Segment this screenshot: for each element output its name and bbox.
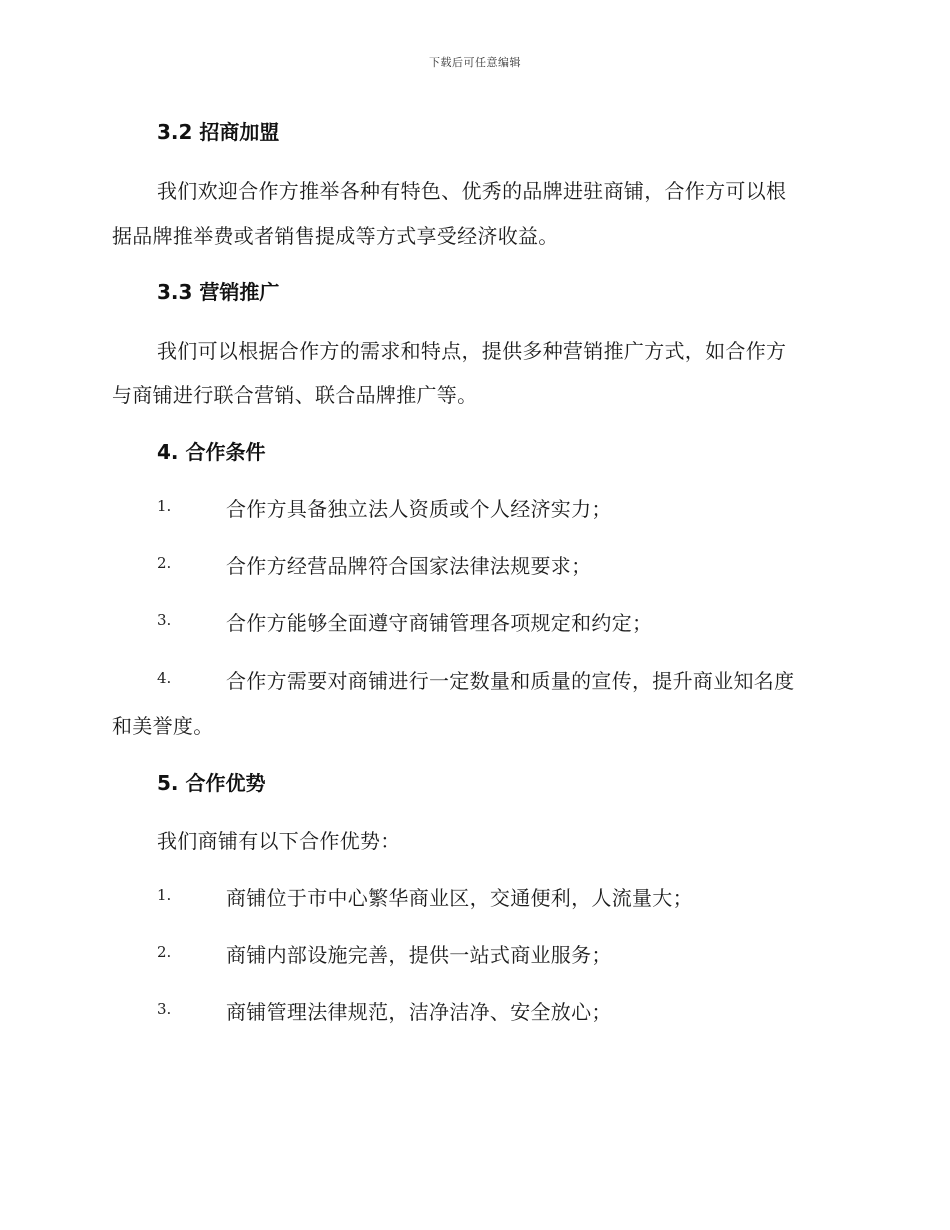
- list-item: 合作方能够全面遵守商铺管理各项规定和约定；: [226, 611, 653, 635]
- section-heading-3-3: 3.3 营销推广: [157, 280, 280, 304]
- intro-text: 我们商铺有以下合作优势：: [157, 829, 401, 853]
- paragraph-line: 我们欢迎合作方推举各种有特色、优秀的品牌进驻商铺，合作方可以根: [157, 179, 787, 203]
- list-item: 商铺内部设施完善，提供一站式商业服务；: [226, 943, 612, 967]
- list-number: 3.: [157, 611, 172, 629]
- paragraph-line: 与商铺进行联合营销、联合品牌推广等。: [112, 383, 478, 407]
- list-number: 1.: [157, 497, 172, 515]
- paragraph-line: 我们可以根据合作方的需求和特点，提供多种营销推广方式，如合作方: [157, 339, 787, 363]
- section-heading-4: 4. 合作条件: [157, 440, 266, 464]
- list-item: 合作方具备独立法人资质或个人经济实力；: [226, 497, 612, 521]
- paragraph-line: 据品牌推举费或者销售提成等方式享受经济收益。: [112, 224, 559, 248]
- list-item-continuation: 和美誉度。: [112, 714, 214, 738]
- list-item: 合作方需要对商铺进行一定数量和质量的宣传，提升商业知名度: [226, 669, 795, 693]
- section-heading-3-2: 3.2 招商加盟: [157, 120, 280, 144]
- list-number: 2.: [157, 554, 172, 572]
- page-header-text: 下载后可任意编辑: [429, 56, 521, 69]
- list-number: 3.: [157, 1000, 172, 1018]
- list-number: 1.: [157, 886, 172, 904]
- list-number: 4.: [157, 669, 172, 687]
- list-item: 商铺位于市中心繁华商业区，交通便利，人流量大；: [226, 886, 693, 910]
- list-item: 商铺管理法律规范，洁净洁净、安全放心；: [226, 1000, 612, 1024]
- list-number: 2.: [157, 943, 172, 961]
- list-item: 合作方经营品牌符合国家法律法规要求；: [226, 554, 592, 578]
- section-heading-5: 5. 合作优势: [157, 771, 266, 795]
